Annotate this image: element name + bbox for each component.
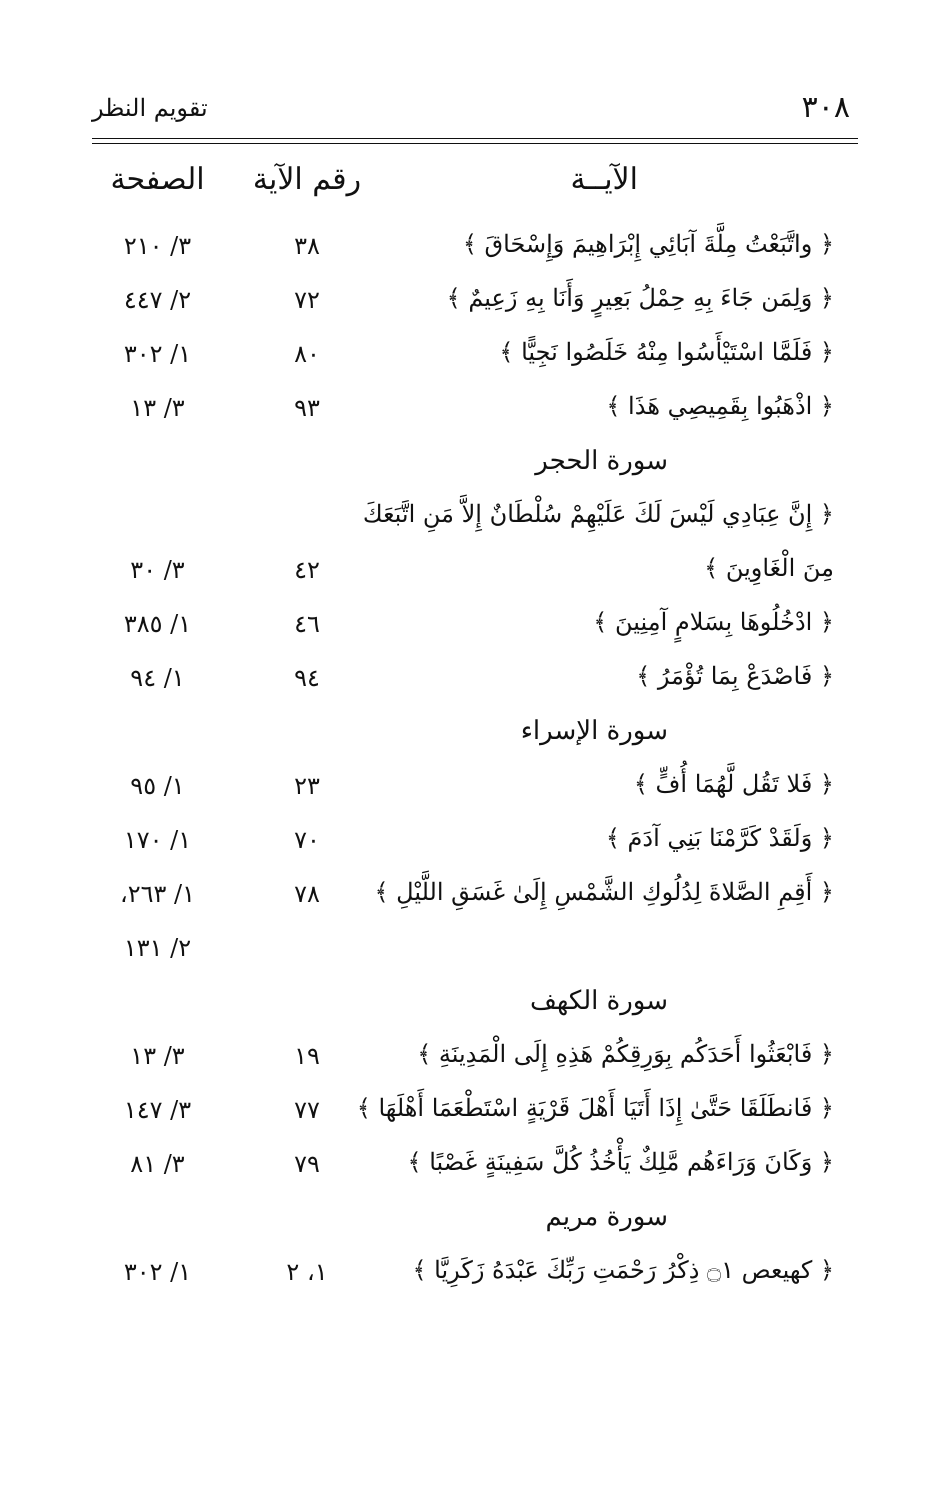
verse-index-table bbox=[0, 222, 950, 1302]
header-rule bbox=[92, 138, 858, 139]
verse-text: ﴿ فَلَمَّا اسْتَيْأَسُوا مِنْهُ خَلَصُوا نَجِيًّا ﴾ bbox=[499, 338, 834, 366]
page-number: ٣٠٨ bbox=[801, 90, 850, 125]
surah-heading-row bbox=[0, 1194, 950, 1248]
page-reference: ٣/ ٢١٠ bbox=[123, 232, 192, 260]
page-reference: ٢/ ١٣١ bbox=[123, 934, 192, 962]
verse-text: ﴿ كهيعص ۝١ ذِكْرُ رَحْمَتِ رَبِّكَ عَبْدَهُ زَكَرِيَّا ﴾ bbox=[412, 1256, 834, 1284]
surah-title: سورة الحجر bbox=[535, 446, 668, 476]
table-row bbox=[0, 222, 950, 276]
table-row bbox=[0, 1140, 950, 1194]
verse-number: ٢٣ bbox=[294, 772, 320, 800]
column-header-page: الصفحة bbox=[110, 162, 205, 197]
page-reference: ١/ ٢٦٣، bbox=[119, 880, 196, 908]
surah-heading-row bbox=[0, 438, 950, 492]
verse-number: ٧٨ bbox=[294, 880, 320, 908]
verse-text: ﴿ فَلا تَقُل لَّهُمَا أُفٍّ ﴾ bbox=[633, 770, 834, 798]
surah-title: سورة الإسراء bbox=[520, 716, 668, 746]
page-reference: ١/ ٣٨٥ bbox=[123, 610, 192, 638]
verse-number: ٣٨ bbox=[294, 232, 320, 260]
verse-text: ﴿ فَانطَلَقَا حَتَّىٰ إِذَا أَتَيَا أَهْلَ قَرْيَةٍ اسْتَطْعَمَا أَهْلَهَا ﴾ bbox=[356, 1094, 834, 1122]
table-row bbox=[0, 546, 950, 600]
verse-text: ﴿ اذْهَبُوا بِقَمِيصِي هَذَا ﴾ bbox=[606, 392, 834, 420]
table-row bbox=[0, 870, 950, 924]
page-reference: ٣/ ٣٠ bbox=[130, 556, 185, 584]
table-row bbox=[0, 384, 950, 438]
table-row bbox=[0, 762, 950, 816]
verse-text: ﴿ وَكَانَ وَرَاءَهُم مَّلِكٌ يَأْخُذُ كُلَّ سَفِينَةٍ غَصْبًا ﴾ bbox=[407, 1148, 834, 1176]
verse-text: ﴿ ادْخُلُوهَا بِسَلامٍ آمِنِينَ ﴾ bbox=[593, 608, 834, 636]
page-reference: ٣/ ٨١ bbox=[130, 1150, 185, 1178]
table-row bbox=[0, 492, 950, 546]
surah-title: سورة الكهف bbox=[529, 986, 668, 1016]
verse-number: ١، ٢ bbox=[286, 1258, 328, 1286]
header-rule-double bbox=[92, 143, 858, 144]
verse-text: ﴿ وَلَقَدْ كَرَّمْنَا بَنِي آدَمَ ﴾ bbox=[605, 824, 834, 852]
page-header bbox=[92, 90, 858, 130]
table-row bbox=[0, 330, 950, 384]
verse-number: ٤٦ bbox=[294, 610, 320, 638]
verse-text: ﴿ وَلِمَن جَاءَ بِهِ حِمْلُ بَعِيرٍ وَأَنَا بِهِ زَعِيمٌ ﴾ bbox=[446, 284, 834, 312]
page-reference: ١/ ١٧٠ bbox=[123, 826, 192, 854]
verse-text: مِنَ الْغَاوِينَ ﴾ bbox=[704, 554, 834, 582]
verse-text: ﴿ إِنَّ عِبَادِي لَيْسَ لَكَ عَلَيْهِمْ سُلْطَانٌ إِلاَّ مَنِ اتَّبَعَكَ bbox=[362, 500, 834, 528]
page-reference: ١/ ٣٠٢ bbox=[123, 1258, 192, 1286]
verse-text: ﴿ فَاصْدَعْ بِمَا تُؤْمَرُ ﴾ bbox=[636, 662, 834, 690]
column-header-verse: الآيــة bbox=[570, 162, 638, 197]
book-title: تقويم النظر bbox=[92, 94, 208, 122]
table-row bbox=[0, 924, 950, 978]
verse-number: ٨٠ bbox=[294, 340, 320, 368]
verse-number: ٤٢ bbox=[294, 556, 320, 584]
column-header-verse-number: رقم الآية bbox=[252, 162, 362, 197]
surah-heading-row bbox=[0, 708, 950, 762]
verse-number: ٩٣ bbox=[294, 394, 320, 422]
table-row bbox=[0, 654, 950, 708]
table-row bbox=[0, 1032, 950, 1086]
table-row bbox=[0, 600, 950, 654]
verse-number: ٧٢ bbox=[294, 286, 320, 314]
verse-number: ٧٧ bbox=[294, 1096, 320, 1124]
verse-number: ١٩ bbox=[294, 1042, 320, 1070]
surah-heading-row bbox=[0, 978, 950, 1032]
page-reference: ١/ ٩٥ bbox=[130, 772, 185, 800]
page-reference: ١/ ٩٤ bbox=[130, 664, 185, 692]
verse-number: ٧٩ bbox=[294, 1150, 320, 1178]
table-row bbox=[0, 1248, 950, 1302]
table-row bbox=[0, 276, 950, 330]
page-reference: ٣/ ١٣ bbox=[130, 394, 185, 422]
page-reference: ٣/ ١٤٧ bbox=[123, 1096, 192, 1124]
verse-text: ﴿ واتَّبَعْتُ مِلَّةَ آبَائِي إِبْرَاهِيمَ وَإِسْحَاقَ ﴾ bbox=[462, 230, 834, 258]
verse-number: ٩٤ bbox=[294, 664, 320, 692]
page-reference: ١/ ٣٠٢ bbox=[123, 340, 192, 368]
verse-text: ﴿ أَقِمِ الصَّلاةَ لِدُلُوكِ الشَّمْسِ إِلَىٰ غَسَقِ اللَّيْلِ ﴾ bbox=[374, 878, 834, 906]
verse-text: ﴿ فَابْعَثُوا أَحَدَكُم بِوَرِقِكُمْ هَذِهِ إِلَى الْمَدِينَةِ ﴾ bbox=[417, 1040, 834, 1068]
page-reference: ٣/ ١٣ bbox=[130, 1042, 185, 1070]
table-row bbox=[0, 1086, 950, 1140]
page-reference: ٢/ ٤٤٧ bbox=[123, 286, 192, 314]
verse-number: ٧٠ bbox=[294, 826, 320, 854]
table-row bbox=[0, 816, 950, 870]
surah-title: سورة مريم bbox=[545, 1202, 668, 1232]
